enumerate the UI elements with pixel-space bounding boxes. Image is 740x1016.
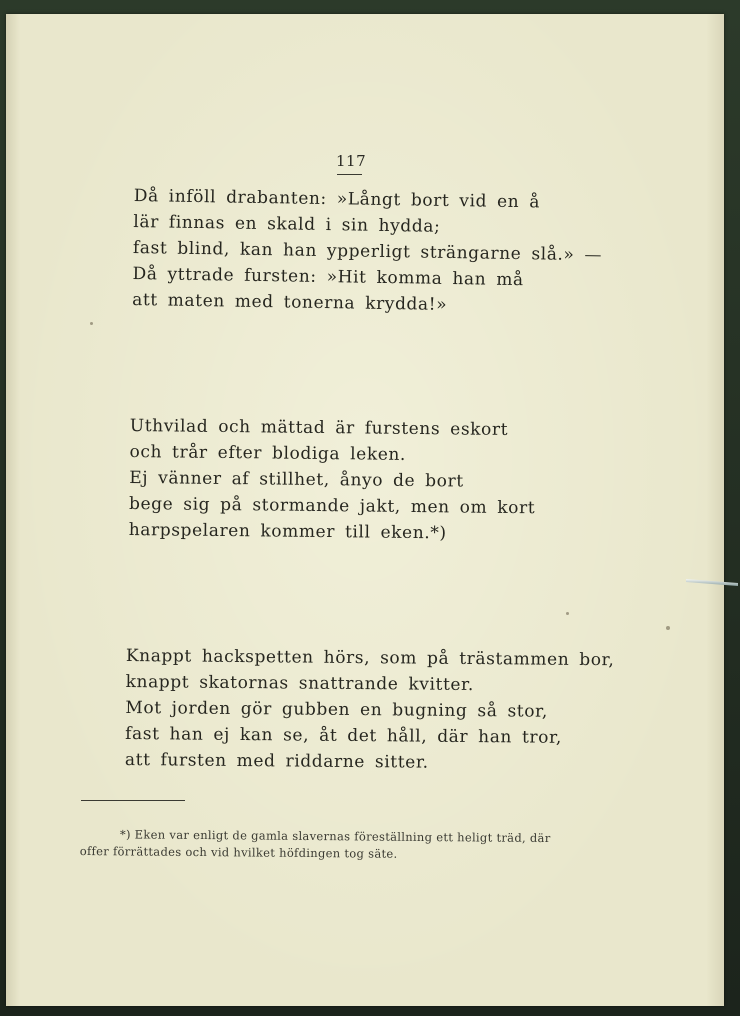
verse-line: bege sig på stormande jakt, men om kort — [128, 493, 536, 519]
stanza-3 — [125, 643, 615, 777]
verse-line: att fursten med riddarne sitter. — [124, 749, 429, 773]
verse-line: fast han ej kan se, åt det håll, där han tror, — [125, 723, 562, 748]
page-clip-pin — [684, 576, 740, 586]
page-number: 117 — [336, 152, 367, 170]
verse-line: Knappt hackspetten hörs, som på trästammen bor, — [125, 645, 615, 671]
verse-line: att maten med tonerna krydda!» — [132, 289, 448, 315]
verse-line: knappt skatornas snattrande kvitter. — [125, 671, 475, 696]
stanza-1 — [132, 183, 603, 320]
paper-speck — [90, 322, 93, 325]
footnote-separator — [81, 800, 185, 801]
verse-line: Uthvilad och mättad är furstens eskort — [129, 415, 509, 440]
verse-line: och trår efter blodiga leken. — [129, 441, 407, 465]
verse-line: lär finnas en skald i sin hydda; — [133, 211, 441, 237]
verse-line: harpspelaren kommer till eken.*) — [128, 519, 447, 544]
verse-line: Då inföll drabanten: »Långt bort vid en å — [133, 185, 541, 213]
footnote — [80, 826, 620, 865]
verse-line: Ej vänner af stillhet, ånyo de bort — [129, 467, 464, 492]
book-page — [6, 14, 724, 1006]
paper-speck — [566, 612, 569, 615]
footnote-line: *) Eken var enligt de gamla slavernas föreställning ett heligt träd, där — [119, 827, 551, 846]
stanza-2 — [129, 413, 537, 547]
verse-line: fast blind, kan han ypperligt strängarne slå.» — — [132, 237, 603, 266]
verse-line: Då yttrade fursten: »Hit komma han må — [132, 263, 524, 291]
page-number-underline — [337, 174, 362, 175]
footnote-line: offer förrättades och vid hvilket höfdingen tog säte. — [79, 843, 398, 861]
verse-line: Mot jorden gör gubben en bugning så stor, — [125, 697, 549, 722]
paper-speck — [666, 626, 670, 630]
